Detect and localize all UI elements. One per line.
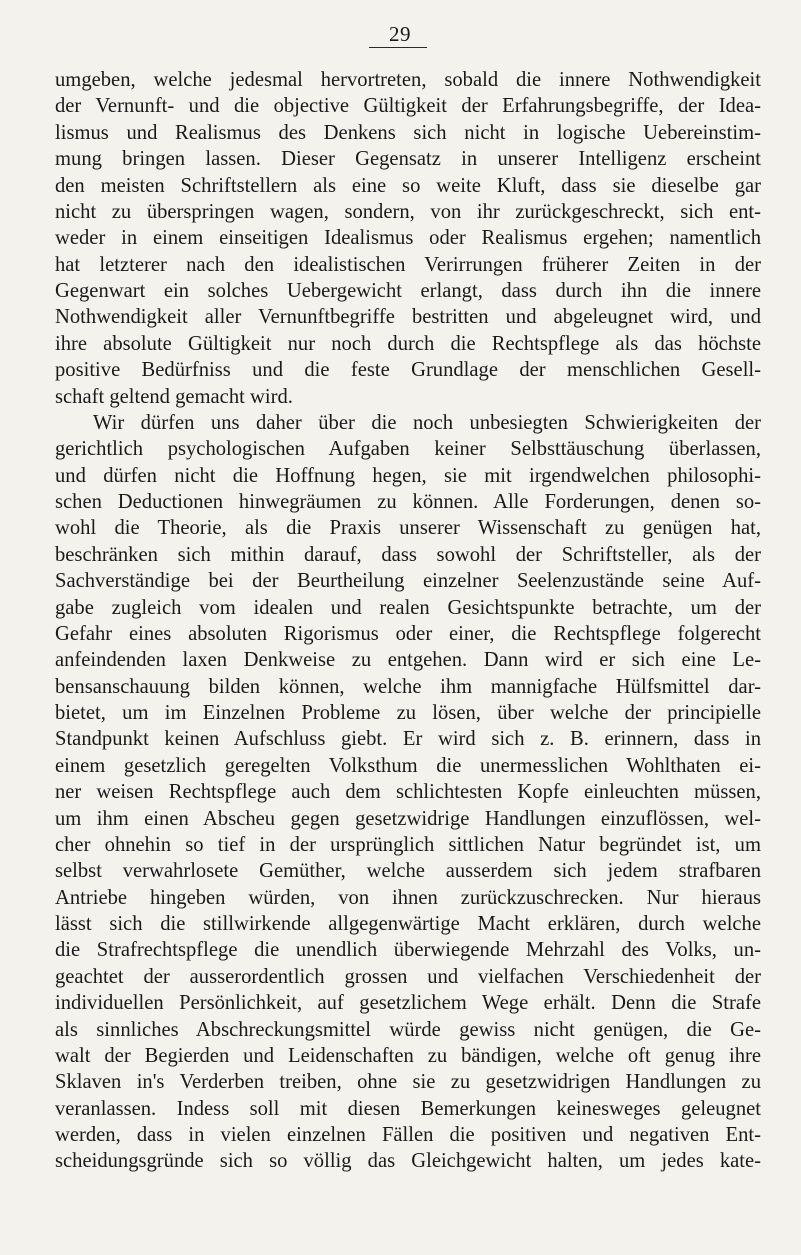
text-line: ihre absolute Gültigkeit nur noch durch die Rechtspflege als das höchste bbox=[55, 332, 761, 355]
text-line: bensanschauung bilden können, welche ihm mannigfache Hülfsmittel dar- bbox=[55, 675, 761, 698]
text-line: Standpunkt keinen Aufschluss giebt. Er wird sich z. B. erinnern, dass in bbox=[55, 728, 761, 751]
text-line: weder in einem einseitigen Idealismus oder Realismus ergehen; namentlich bbox=[55, 227, 761, 250]
text-line: scheidungsgründe sich so völlig das Gleichgewicht halten, um jedes kate- bbox=[55, 1150, 761, 1173]
text-line: werden, dass in vielen einzelnen Fällen die positiven und negativen Ent- bbox=[55, 1124, 761, 1146]
text-line: Gefahr eines absoluten Rigorismus oder einer, die Rechtspflege folgerecht bbox=[55, 622, 761, 645]
text-line: positive Bedürfniss und die feste Grundlage der menschlichen Gesell- bbox=[55, 359, 761, 382]
text-line: Sachverständige bei der Beurtheilung einzelner Seelenzustände seine Auf- bbox=[55, 570, 761, 593]
text-line: nicht zu überspringen wagen, sondern, von ihr zurückgeschreckt, sich ent- bbox=[55, 200, 761, 223]
text-line: um ihm einen Abscheu gegen gesetzwidrige Handlungen einzuflössen, wel- bbox=[55, 807, 761, 830]
text-line: bietet, um im Einzelnen Probleme zu lösen, über welche der principielle bbox=[55, 702, 761, 724]
body-text bbox=[55, 67, 761, 1175]
text-line: hat letzterer nach den idealistischen Verirrungen früherer Zeiten in der bbox=[55, 253, 761, 276]
text-line: gerichtlich psychologischen Aufgaben keiner Selbsttäuschung überlassen, bbox=[55, 438, 761, 461]
text-line: der Vernunft- und die objective Gültigkeit der Erfahrungsbegriffe, der Idea- bbox=[55, 95, 761, 118]
paragraph-end-line: schaft geltend gemacht wird. bbox=[55, 385, 293, 408]
text-line: individuellen Persönlichkeit, auf gesetzlichem Wege erhält. Denn die Strafe bbox=[55, 992, 761, 1015]
text-line: selbst verwahrlosete Gemüther, welche ausserdem sich jedem strafbaren bbox=[55, 860, 761, 883]
text-line: veranlassen. Indess soll mit diesen Bemerkungen keinesweges geleugnet bbox=[55, 1097, 761, 1120]
text-line: den meisten Schriftstellern als eine so weite Kluft, dass sie dieselbe gar bbox=[55, 174, 761, 197]
text-line: schen Deductionen hinwegräumen zu können. Alle Forderungen, denen so- bbox=[55, 491, 761, 513]
text-line: lässt sich die stillwirkende allgegenwärtige Macht erklären, durch welche bbox=[55, 913, 761, 935]
text-line: Nothwendigkeit aller Vernunftbegriffe bestritten und abgeleugnet wird, und bbox=[55, 306, 761, 329]
paragraph-start-line: Wir dürfen uns daher über die noch unbesiegten Schwierigkeiten der bbox=[93, 411, 761, 434]
text-line: gabe zugleich vom idealen und realen Gesichtspunkte betrachte, um der bbox=[55, 596, 761, 619]
text-line: und dürfen nicht die Hoffnung hegen, sie mit irgendwelchen philosophi- bbox=[55, 464, 761, 487]
text-line: wohl die Theorie, als die Praxis unserer Wissenschaft zu genügen hat, bbox=[55, 517, 761, 540]
text-line: walt der Begierden und Leidenschaften zu bändigen, welche oft genug ihre bbox=[55, 1044, 761, 1067]
text-line: mung bringen lassen. Dieser Gegensatz in unserer Intelligenz erscheint bbox=[55, 148, 761, 171]
text-line: die Strafrechtspflege die unendlich überwiegende Mehrzahl des Volks, un- bbox=[55, 939, 761, 962]
text-line: beschränken sich mithin darauf, dass sowohl der Schriftsteller, als der bbox=[55, 543, 761, 566]
page-number-rule bbox=[369, 47, 427, 48]
text-line: anfeindenden laxen Denkweise zu entgehen. Dann wird er sich eine Le- bbox=[55, 649, 761, 672]
text-line: cher ohnehin so tief in der ursprünglich sittlichen Natur begründet ist, um bbox=[55, 833, 761, 856]
text-line: umgeben, welche jedesmal hervortreten, sobald die innere Nothwendigkeit bbox=[55, 69, 761, 91]
text-line: Antriebe hingeben würden, von ihnen zurückzuschrecken. Nur hieraus bbox=[55, 886, 761, 909]
text-line: lismus und Realismus des Denkens sich nicht in logische Uebereinstim- bbox=[55, 121, 761, 144]
text-line: ner weisen Rechtspflege auch dem schlichtesten Kopfe einleuchten müssen, bbox=[55, 781, 761, 804]
text-line: als sinnliches Abschreckungsmittel würde gewiss nicht genügen, die Ge- bbox=[55, 1018, 761, 1041]
text-line: Gegenwart ein solches Uebergewicht erlangt, dass durch ihn die innere bbox=[55, 280, 761, 302]
text-line: Sklaven in's Verderben treiben, ohne sie zu gesetzwidrigen Handlungen zu bbox=[55, 1071, 761, 1094]
text-line: einem gesetzlich geregelten Volksthum die unermesslichen Wohlthaten ei- bbox=[55, 754, 761, 777]
page-number: 29 bbox=[389, 22, 411, 46]
text-line: geachtet der ausserordentlich grossen und vielfachen Verschiedenheit der bbox=[55, 965, 761, 988]
